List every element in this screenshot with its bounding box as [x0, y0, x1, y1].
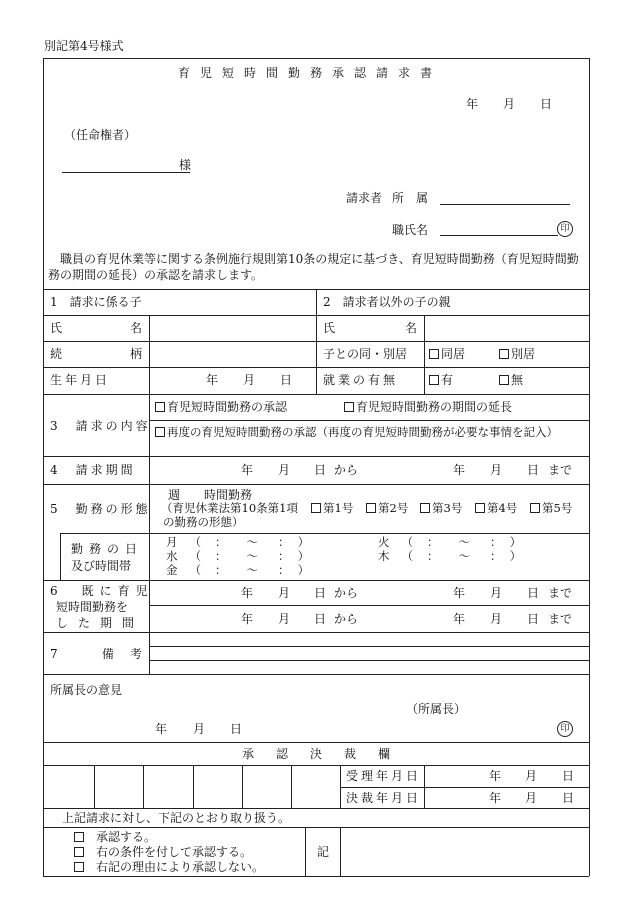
s7-remarks-field[interactable]: [150, 634, 588, 673]
cohab-together-text: 同居: [441, 347, 466, 361]
form-number: 別記第4号様式: [44, 39, 124, 53]
decided-label: 決裁年月日: [346, 791, 422, 805]
row-line: [43, 632, 589, 633]
checkbox-icon: [344, 402, 354, 412]
row-line: [43, 456, 589, 457]
col-line: [193, 765, 194, 808]
section3-label: 3 請求の内容: [50, 419, 151, 433]
date-year: 年: [466, 97, 479, 111]
s6-r2-end-month: 月: [490, 612, 503, 626]
checkbox-icon: [499, 349, 509, 359]
col-line: [340, 765, 341, 808]
row-line: [60, 533, 589, 534]
checkbox-icon: [530, 503, 540, 513]
schedule-mon[interactable]: 月 （ ： 〜 ： ）: [166, 535, 310, 549]
col-line: [340, 827, 341, 876]
received-day: 日: [562, 769, 575, 783]
work-option-yes[interactable]: [429, 374, 453, 386]
label-char: 名: [404, 321, 417, 335]
requester-label: 請求者: [346, 191, 383, 205]
received-month: 月: [525, 769, 538, 783]
s4-from: から: [334, 463, 359, 477]
s6-r1-start-year: 年: [241, 586, 254, 600]
s5-item-5-text: 第5号: [542, 501, 573, 515]
checkbox-icon: [74, 832, 84, 842]
frame-left: [43, 58, 44, 876]
s6-label-3: した期間: [56, 616, 145, 630]
row-line: [43, 580, 589, 581]
s6-r1-end-month: 月: [490, 586, 503, 600]
s3-option-again[interactable]: [155, 427, 558, 439]
s4-end-year: 年: [453, 463, 466, 477]
row-line: [43, 827, 589, 828]
result-reject-text: 右記の理由により承認しない。: [96, 860, 265, 874]
s5-item-3[interactable]: [420, 503, 462, 515]
affiliation-label: 所 属: [392, 191, 429, 205]
s5-item-4-text: 第4号: [487, 501, 518, 515]
s4-end-month: 月: [490, 463, 503, 477]
work-option-no[interactable]: [499, 374, 523, 386]
s2-name-label: [323, 322, 417, 334]
label-char: 名: [129, 321, 142, 335]
s2-cohab-label: 子との同・別居: [323, 347, 408, 361]
s2-work-label: 就業の有無: [323, 373, 399, 387]
result-conditional-text: 右の条件を付して承認する。: [96, 845, 253, 859]
s4-start-day: 日: [314, 463, 327, 477]
s4-start-year: 年: [241, 463, 254, 477]
s5-days-label-2: 及び時間帯: [71, 559, 132, 573]
col-line: [60, 533, 61, 580]
label-char: 氏: [50, 321, 63, 335]
schedule-fri[interactable]: 金 （ ： 〜 ： ）: [166, 563, 310, 577]
requester-seal-icon: 印: [557, 221, 573, 237]
s1-relation-label: [50, 348, 142, 360]
s3-option-again-text: 再度の育児短時間勤務の承認（再度の育児短時間勤務が必要な事情を記入）: [167, 425, 558, 439]
s5-item-1-text: 第1号: [323, 501, 354, 515]
s6-r2-to: まで: [548, 612, 573, 626]
checkbox-icon: [499, 375, 509, 385]
birth-month: 月: [243, 373, 256, 387]
s5-item-5[interactable]: [530, 503, 572, 515]
s3-option-approval-text: 育児短時間勤務の承認: [167, 400, 288, 414]
frame-right: [589, 58, 590, 876]
checkbox-icon: [74, 862, 84, 872]
s6-r1-start-day: 日: [314, 586, 327, 600]
s5-item-2[interactable]: [366, 503, 408, 515]
intro-text: 職員の育児休業等に関する条例施行規則第10条の規定に基づき、育児短時間勤務（育児短時間勤務の期間の延長）の承認を請求します。: [48, 252, 579, 282]
section1-title: 1 請求に係る子: [50, 295, 142, 309]
name-line: [440, 235, 558, 236]
opinion-year: 年: [155, 722, 168, 736]
result-approve[interactable]: [74, 831, 156, 843]
row-line: [43, 765, 589, 766]
frame-bottom: [43, 876, 589, 877]
birth-year: 年: [206, 373, 219, 387]
s6-r2-start-day: 日: [314, 612, 327, 626]
s6-r2-start-year: 年: [241, 612, 254, 626]
addressee-line: [62, 172, 190, 173]
col-line: [291, 765, 292, 808]
cohab-option-separate[interactable]: [499, 348, 535, 360]
received-year: 年: [489, 769, 502, 783]
decided-year: 年: [489, 791, 502, 805]
chief-label: （所属長）: [406, 702, 467, 716]
s5-weekly: 週 時間勤務: [168, 488, 253, 502]
result-reject[interactable]: [74, 861, 264, 873]
checkbox-icon: [366, 503, 376, 513]
schedule-wed[interactable]: 水 （ ： 〜 ： ）: [166, 549, 310, 563]
opinion-day: 日: [230, 722, 243, 736]
s6-r1-start-month: 月: [278, 586, 291, 600]
opinion-label: 所属長の意見: [50, 683, 123, 697]
decided-month: 月: [525, 791, 538, 805]
s3-option-extension[interactable]: [344, 401, 512, 413]
label-char: 氏: [323, 321, 336, 335]
label-char: 備: [101, 647, 114, 661]
s3-option-approval[interactable]: [155, 401, 287, 413]
schedule-thu[interactable]: 木 （ ： 〜 ： ）: [378, 549, 522, 563]
affiliation-line: [440, 204, 570, 205]
s6-r2-from: から: [334, 612, 359, 626]
row-line: [149, 605, 589, 606]
schedule-tue[interactable]: 火 （ ： 〜 ： ）: [378, 535, 522, 549]
s5-item-2-text: 第2号: [378, 501, 409, 515]
s1-name-label: [50, 322, 142, 334]
section7-label: [50, 648, 142, 660]
s1-relation-field[interactable]: [150, 343, 315, 366]
checkbox-icon: [429, 349, 439, 359]
result-approve-text: 承認する。: [96, 830, 157, 844]
s6-r2-end-day: 日: [527, 612, 540, 626]
s6-r1-end-year: 年: [453, 586, 466, 600]
s6-r2-start-month: 月: [278, 612, 291, 626]
row-line: [340, 787, 589, 788]
col-line: [242, 765, 243, 808]
col-line: [424, 765, 425, 808]
s6-r1-to: まで: [548, 586, 573, 600]
col-line: [316, 289, 317, 394]
s3-option-extension-text: 育児短時間勤務の期間の延長: [356, 400, 513, 414]
work-no-text: 無: [511, 373, 524, 387]
checkbox-icon: [311, 503, 321, 513]
label-char: 柄: [129, 347, 142, 361]
cohab-separate-text: 別居: [511, 347, 536, 361]
checkbox-icon: [420, 503, 430, 513]
frame-top: [43, 58, 589, 59]
row-line: [149, 420, 589, 421]
section4-label: 4 請求期間: [50, 463, 136, 477]
row-line: [43, 484, 589, 485]
checkbox-icon: [155, 427, 165, 437]
s4-to: まで: [548, 463, 573, 477]
row-line: [43, 742, 589, 743]
row-line: [43, 674, 589, 675]
s5-item-3-text: 第3号: [432, 501, 463, 515]
handling-text: 上記請求に対し、下記のとおり取り扱う。: [62, 811, 291, 825]
s6-r1-from: から: [334, 586, 359, 600]
checkbox-icon: [429, 375, 439, 385]
s5-law-end: の勤務の形態）: [163, 515, 244, 529]
form-title: 育児短時間勤務承認請求書: [178, 66, 443, 80]
sama-label: 様: [179, 158, 192, 172]
s4-start-month: 月: [278, 463, 291, 477]
s1-birth-label: 生年月日: [50, 373, 111, 387]
col-line: [305, 827, 306, 876]
date-day: 日: [540, 97, 553, 111]
decided-day: 日: [562, 791, 575, 805]
col-line: [94, 765, 95, 808]
cohab-option-together[interactable]: [429, 348, 465, 360]
s6-label-2: 短時間勤務を: [56, 600, 129, 614]
section2-title: 2 請求者以外の子の親: [323, 295, 451, 309]
label-char: 7: [50, 647, 58, 661]
label-char: [74, 648, 86, 660]
name-label: 職氏名: [392, 223, 429, 237]
col-line: [143, 765, 144, 808]
s4-end-day: 日: [527, 463, 540, 477]
s1-name-field[interactable]: [150, 317, 315, 340]
section5-label: 5 勤務の形態: [50, 502, 151, 516]
s6-r2-end-year: 年: [453, 612, 466, 626]
checkbox-icon: [155, 402, 165, 412]
col-line: [149, 394, 150, 674]
opinion-month: 月: [193, 722, 206, 736]
appointer-label: （任命権者）: [64, 128, 137, 142]
result-conditional[interactable]: [74, 846, 252, 858]
s5-item-1[interactable]: [311, 503, 353, 515]
chief-seal-icon: 印: [557, 721, 573, 737]
row-line: [43, 394, 589, 395]
row-line: [43, 808, 589, 809]
birth-day: 日: [280, 373, 293, 387]
s5-days-label-1: 勤務の日: [71, 542, 144, 556]
ki-label: 記: [317, 845, 330, 859]
checkbox-icon: [475, 503, 485, 513]
checkbox-icon: [74, 847, 84, 857]
label-char: 考: [129, 647, 142, 661]
s2-name-field[interactable]: [425, 317, 588, 340]
work-yes-text: 有: [441, 373, 454, 387]
received-label: 受理年月日: [346, 769, 422, 783]
s5-item-4[interactable]: [475, 503, 517, 515]
approval-title: 承認決裁欄: [242, 747, 413, 761]
date-month: 月: [503, 97, 516, 111]
s6-label-1: 6 既に育児: [50, 584, 154, 598]
label-char: 続: [50, 347, 63, 361]
s6-r1-end-day: 日: [527, 586, 540, 600]
s5-law: （育児休業法第10条第1項: [161, 501, 298, 515]
